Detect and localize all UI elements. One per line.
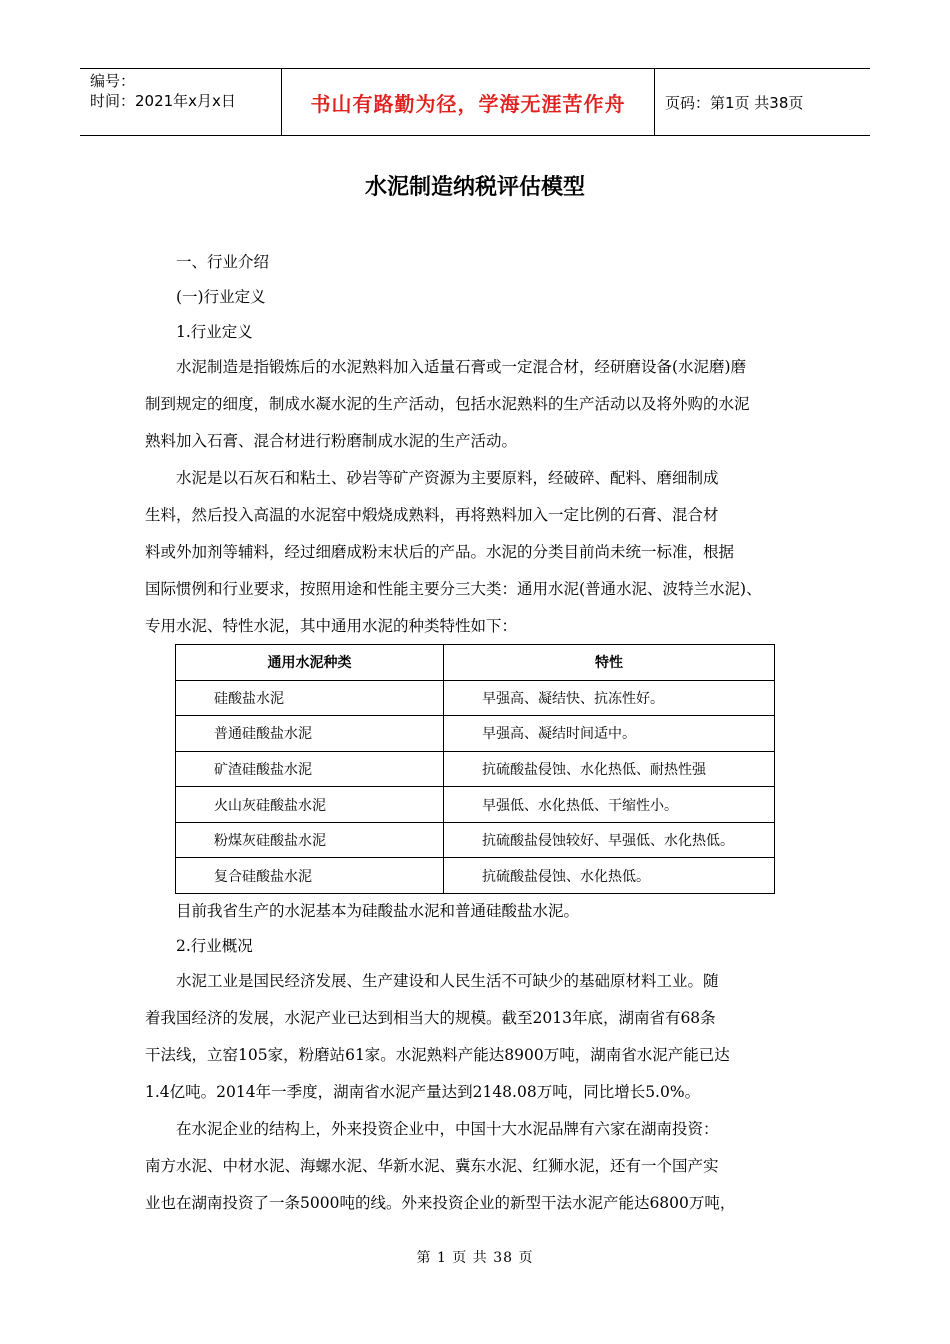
paragraph-line: 着我国经济的发展，水泥产业已达到相当大的规模。截至2013年底，湖南省有68条: [145, 1009, 716, 1027]
paragraph-line: 目前我省生产的水泥基本为硅酸盐水泥和普通硅酸盐水泥。: [176, 902, 580, 920]
paragraph-line: 南方水泥、中材水泥、海螺水泥、华新水泥、冀东水泥、红狮水泥，还有一个国产实: [145, 1157, 719, 1175]
paragraph-line: 国际惯例和行业要求，按照用途和性能主要分三大类：通用水泥(普通水泥、波特兰水泥)、: [145, 580, 762, 598]
table-row: [176, 716, 775, 752]
paragraph-line: 1.4亿吨。2014年一季度，湖南省水泥产量达到2148.08万吨，同比增长5.0%。: [145, 1083, 701, 1101]
header-motto: 书山有路勤为径，学海无涯苦作舟: [310, 92, 626, 116]
table-cell: 复合硅酸盐水泥: [176, 858, 444, 894]
paragraph-line: 熟料加入石膏、混合材进行粉磨制成水泥的生产活动。: [145, 432, 518, 450]
table-row: [176, 751, 775, 787]
table-cell: 普通硅酸盐水泥: [176, 716, 444, 752]
table-row: [176, 858, 775, 894]
header-page-code: 页码：第1页 共38页: [665, 94, 804, 112]
paragraph-line: 在水泥企业的结构上，外来投资企业中，中国十大水泥品牌有六家在湖南投资：: [176, 1120, 719, 1138]
subsection-heading: (一)行业定义: [176, 288, 266, 306]
paragraph-line: 料或外加剂等辅料，经过细磨成粉末状后的产品。水泥的分类目前尚未统一标准，根据: [145, 543, 735, 561]
item-heading: 1.行业定义: [176, 323, 253, 341]
number-label: 编号：: [90, 72, 136, 90]
table-cell: 矿渣硅酸盐水泥: [176, 751, 444, 787]
table-row: [176, 787, 775, 823]
table-cell: 硅酸盐水泥: [176, 680, 444, 716]
table-cell: 粉煤灰硅酸盐水泥: [176, 822, 444, 858]
time-label: 时间：2021年x月x日: [90, 92, 236, 110]
paragraph-line: 生料，然后投入高温的水泥窑中煅烧成熟料，再将熟料加入一定比例的石膏、混合材: [145, 506, 719, 524]
table-header-cell: 特性: [444, 645, 775, 681]
page-header: [80, 68, 870, 136]
table-cell: 早强高、凝结快、抗冻性好。: [444, 680, 775, 716]
page-footer: 第 1 页 共 38 页: [416, 1250, 534, 1266]
header-meta: [90, 71, 236, 111]
paragraph-line: 干法线，立窑105家，粉磨站61家。水泥熟料产能达8900万吨，湖南省水泥产能已达: [145, 1046, 730, 1064]
table-cell: 抗硫酸盐侵蚀、水化热低、耐热性强: [444, 751, 775, 787]
paragraph-line: 水泥工业是国民经济发展、生产建设和人民生活不可缺少的基础原材料工业。随: [176, 972, 719, 990]
table-row: [176, 680, 775, 716]
table-header-row: [176, 645, 775, 681]
section-heading: 一、行业介绍: [176, 253, 270, 271]
paragraph-line: 业也在湖南投资了一条5000吨的线。外来投资企业的新型干法水泥产能达6800万吨，: [145, 1194, 736, 1212]
table-cell: 早强高、凝结时间适中。: [444, 716, 775, 752]
table-cell: 火山灰硅酸盐水泥: [176, 787, 444, 823]
paragraph-line: 专用水泥、特性水泥，其中通用水泥的种类特性如下：: [145, 617, 518, 635]
paragraph-line: 水泥制造是指锻炼后的水泥熟料加入适量石膏或一定混合材，经研磨设备(水泥磨)磨: [176, 358, 747, 376]
paragraph-line: 制到规定的细度，制成水凝水泥的生产活动，包括水泥熟料的生产活动以及将外购的水泥: [145, 395, 750, 413]
paragraph-line: 水泥是以石灰石和粘土、砂岩等矿产资源为主要原料，经破碎、配料、磨细制成: [176, 469, 719, 487]
table-cell: 抗硫酸盐侵蚀、水化热低。: [444, 858, 775, 894]
item-heading: 2.行业概况: [176, 937, 253, 955]
table-cell: 早强低、水化热低、干缩性小。: [444, 787, 775, 823]
cement-type-table: [175, 644, 775, 894]
document-title: 水泥制造纳税评估模型: [364, 175, 585, 200]
table-row: [176, 822, 775, 858]
table-cell: 抗硫酸盐侵蚀较好、早强低、水化热低。: [444, 822, 775, 858]
header-divider: [654, 69, 655, 136]
table-header-cell: 通用水泥种类: [176, 645, 444, 681]
